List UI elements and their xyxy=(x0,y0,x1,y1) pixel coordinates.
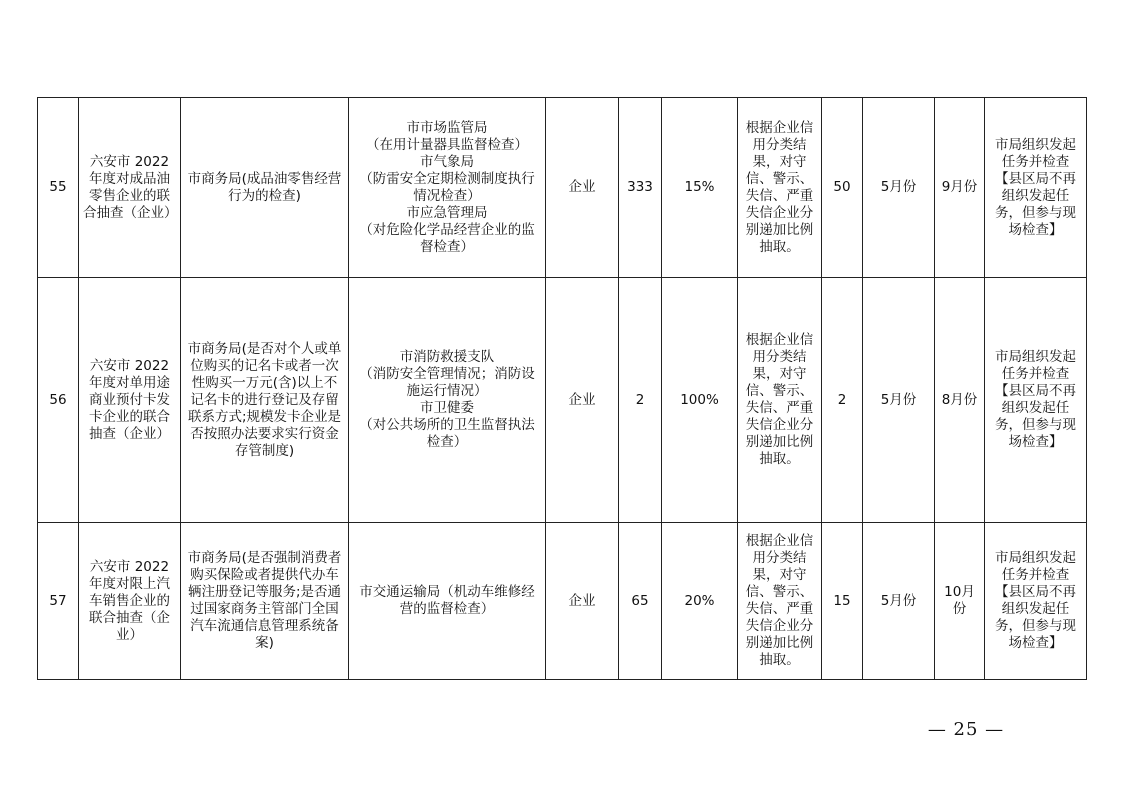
subject-type: 企业 xyxy=(546,523,619,680)
org-line: 市卫健委 xyxy=(420,400,474,416)
start-month: 5月份 xyxy=(863,98,935,278)
sample-count: 2 xyxy=(822,278,863,523)
table-row xyxy=(38,523,1087,680)
remarks: 市局组织发起任务并检查【县区局不再组织发起任务，但参与现场检查】 xyxy=(985,523,1087,680)
subject-count: 65 xyxy=(619,523,662,680)
task-name: 六安市 2022 年度对限上汽车销售企业的联合抽查（企业） xyxy=(79,523,181,680)
remarks: 市局组织发起任务并检查【县区局不再组织发起任务，但参与现场检查】 xyxy=(985,98,1087,278)
subject-count: 333 xyxy=(619,98,662,278)
org-line: （消防安全管理情况；消防设施运行情况） xyxy=(359,366,535,399)
sampling-ratio: 20% xyxy=(662,523,738,680)
lead-department: 市商务局(成品油零售经营行为的检查) xyxy=(181,98,349,278)
sampling-ratio: 100% xyxy=(662,278,738,523)
table-row xyxy=(38,278,1087,523)
remarks: 市局组织发起任务并检查【县区局不再组织发起任务，但参与现场检查】 xyxy=(985,278,1087,523)
sample-count: 15 xyxy=(822,523,863,680)
sampling-method: 根据企业信用分类结果，对守信、警示、失信、严重失信企业分别递加比例抽取。 xyxy=(738,278,822,523)
org-line: 市交通运输局（机动车维修经营的监督检查） xyxy=(359,584,535,617)
table-row xyxy=(38,98,1087,278)
subject-type: 企业 xyxy=(546,278,619,523)
cooperating-departments xyxy=(349,278,546,523)
org-line: （防雷安全定期检测制度执行情况检查） xyxy=(359,170,535,204)
row-number: 56 xyxy=(38,278,79,523)
subject-count: 2 xyxy=(619,278,662,523)
inspection-table xyxy=(37,97,1087,680)
task-name: 六安市 2022 年度对成品油零售企业的联合抽查（企业） xyxy=(79,98,181,278)
row-number: 57 xyxy=(38,523,79,680)
lead-department: 市商务局(是否强制消费者购买保险或者提供代办车辆注册登记等服务;是否通过国家商务主管部门全国汽车流通信息管理系统备案) xyxy=(181,523,349,680)
cooperating-departments xyxy=(349,523,546,680)
org-line: 市消防救援支队 xyxy=(399,349,495,365)
sampling-ratio: 15% xyxy=(662,98,738,278)
row-number: 55 xyxy=(38,98,79,278)
end-month: 9月份 xyxy=(935,98,985,278)
task-name: 六安市 2022 年度对单用途商业预付卡发卡企业的联合抽查（企业） xyxy=(79,278,181,523)
sampling-method: 根据企业信用分类结果，对守信、警示、失信、严重失信企业分别递加比例抽取。 xyxy=(738,523,822,680)
page-number: — 25 — xyxy=(927,719,1005,740)
end-month: 10月份 xyxy=(935,523,985,680)
org-line: （对公共场所的卫生监督执法检查） xyxy=(359,417,535,450)
end-month: 8月份 xyxy=(935,278,985,523)
org-line: （在用计量器具监督检查） xyxy=(366,136,528,153)
cooperating-departments xyxy=(349,98,546,278)
start-month: 5月份 xyxy=(863,523,935,680)
org-line: 市市场监管局 xyxy=(406,119,488,136)
subject-type: 企业 xyxy=(546,98,619,278)
sample-count: 50 xyxy=(822,98,863,278)
org-line: 市应急管理局 xyxy=(406,204,488,221)
start-month: 5月份 xyxy=(863,278,935,523)
org-line: （对危险化学品经营企业的监督检查） xyxy=(359,221,535,255)
org-line: 市气象局 xyxy=(420,153,474,170)
lead-department: 市商务局(是否对个人或单位购买的记名卡或者一次性购买一万元(含)以上不记名卡的进行登记及存留联系方式;规模发卡企业是否按照办法要求实行资金存管制度) xyxy=(181,278,349,523)
sampling-method: 根据企业信用分类结果，对守信、警示、失信、严重失信企业分别递加比例抽取。 xyxy=(738,98,822,278)
